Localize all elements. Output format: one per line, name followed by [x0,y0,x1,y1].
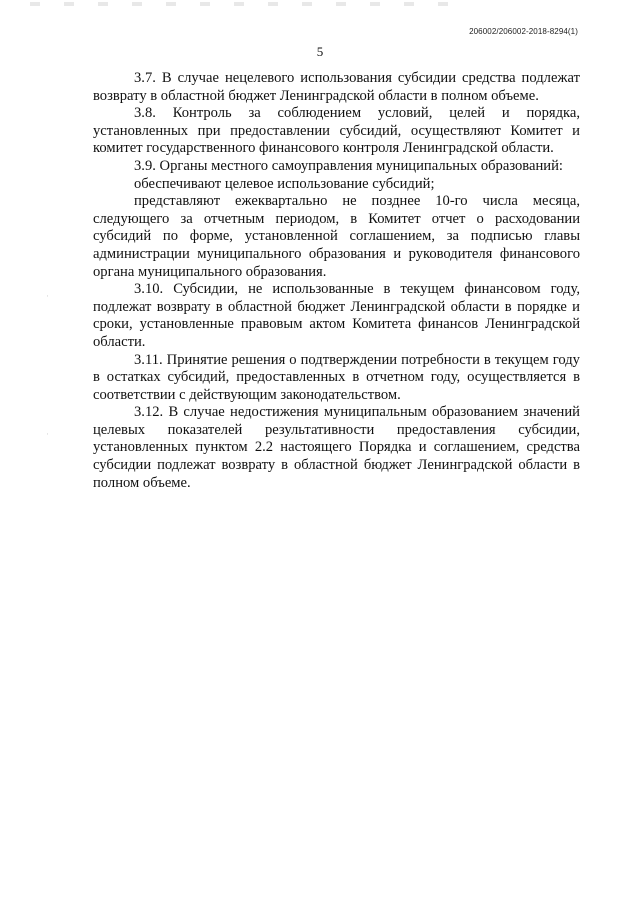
paragraph-3-10 [93,281,580,351]
paragraph-text: Принятие решения о подтверждении потребности в текущем году в остатках субсидий, предоставленных в отчетном году, осуществляется в соответствии с действующим законодательством. [93,351,580,403]
paragraph-3-9-item-1 [93,176,580,194]
paragraph-3-11 [93,352,580,405]
document-id: 206002/206002-2018-8294(1) [469,27,578,36]
paragraph-3-7 [93,70,580,105]
paragraph-number: 3.11. [134,351,163,368]
paragraph-number: 3.8. [134,105,156,122]
paragraph-text: обеспечивают целевое использование субсидий; [134,175,435,192]
paragraph-text: В случае недостижения муниципальным образованием значений целевых показателей результативности предоставления субсидии, установленных пунктом 2.2 настоящего Порядка и соглашением, средства субсидии подлежат возврату в областной бюджет Ленинградской области в полном объеме. [93,404,580,491]
paragraph-text: В случае нецелевого использования субсидии средства подлежат возврату в областной бюджет Ленинградской области в полном объеме. [93,70,580,104]
paragraph-text: представляют ежеквартально не позднее 10-го числа месяца, следующего за отчетным периодом, в Комитет отчет о расходовании субсидий по форме, установленной соглашением, за подписью главы администрации муниципального образования и руководителя финансового органа муниципального образования. [93,193,580,280]
paragraph-text: Субсидии, не использованные в текущем финансовом году, подлежат возврату в областной бюджет Ленинградской области в порядке и сроки, установленные правовым актом Комитета финансов Ленинградской области. [93,281,580,350]
paragraph-number: 3.10. [134,281,164,298]
paragraph-3-9 [93,158,580,176]
margin-mark: · [46,429,49,439]
paragraph-3-12 [93,404,580,492]
paragraph-number: 3.9. [134,157,156,174]
paragraph-number: 3.12. [134,404,164,421]
paragraph-3-8 [93,105,580,158]
scan-noise [30,2,450,6]
page-number: 5 [316,44,324,59]
paragraph-number: 3.7. [134,70,156,86]
paragraph-text: Контроль за соблюдением условий, целей и порядка, установленных при предоставлении субсидий, осуществляют Комитет и комитет государственного финансового контроля Ленинградской области. [93,105,580,157]
margin-mark: · [46,291,49,301]
paragraph-text: Органы местного самоуправления муниципальных образований: [159,157,563,174]
paragraph-3-9-item-2 [93,193,580,281]
document-body [93,70,580,492]
